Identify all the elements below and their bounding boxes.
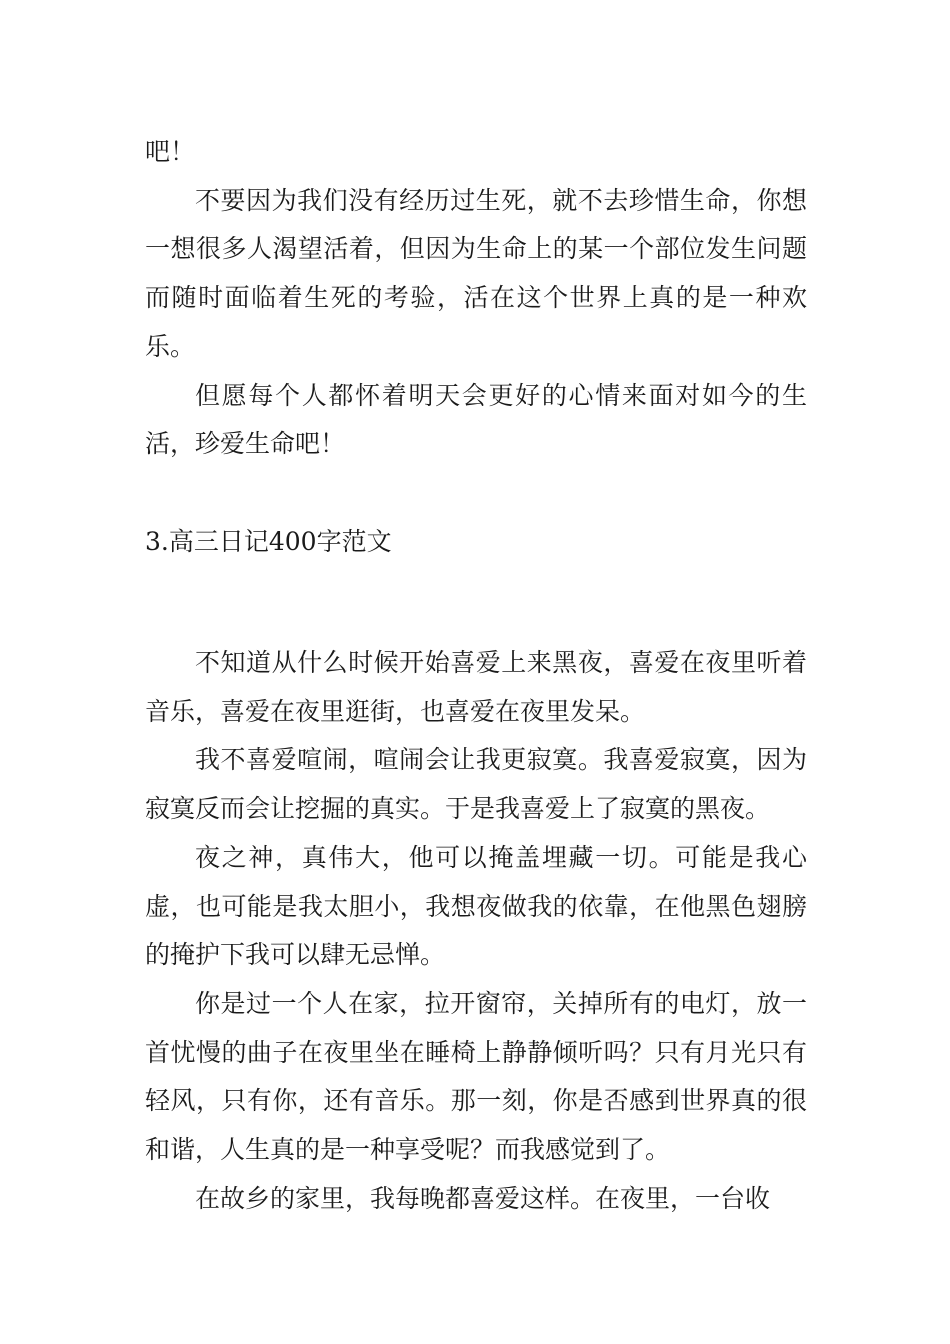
paragraph-cherish-life: 不要因为我们没有经历过生死，就不去珍惜生命，你想一想很多人渴望活着，但因为生命上的某一个部位发生问题而随时面临着生死的考验，活在这个世界上真的是一种欢乐。 — [145, 185, 807, 361]
section-heading: 3.高三日记400字范文 — [145, 526, 392, 556]
section-spacer — [145, 615, 807, 639]
paragraph-continuation: 吧！ — [145, 137, 196, 166]
paragraph-hometown: 在故乡的家里，我每晚都喜爱这样。在夜里，一台收 — [195, 1183, 771, 1213]
paragraph-better-tomorrow: 但愿每个人都怀着明天会更好的心情来面对如今的生活，珍爱生命吧！ — [145, 380, 807, 459]
paragraph-alone-at-home: 你是过一个人在家，拉开窗帘，关掉所有的电灯，放一首忧慢的曲子在夜里坐在睡椅上静静倾听吗？只有月光只有轻风，只有你，还有音乐。那一刻，你是否感到世界真的很和谐，人生真的是一种享受呢？而我感觉到了。 — [145, 988, 807, 1165]
paragraph-god-of-night: 夜之神，真伟大，他可以掩盖埋藏一切。可能是我心虚，也可能是我太胆小，我想夜做我的依靠，在他黑色翅膀的掩护下我可以肆无忌惮。 — [145, 842, 807, 970]
document-body — [145, 128, 807, 1223]
paragraph-loneliness: 我不喜爱喧闹，喧闹会让我更寂寞。我喜爱寂寞，因为寂寞反而会让挖掘的真实。于是我喜爱上了寂寞的黑夜。 — [145, 745, 807, 824]
paragraph-love-night: 不知道从什么时候开始喜爱上来黑夜，喜爱在夜里听着音乐，喜爱在夜里逛街，也喜爱在夜里发呆。 — [145, 648, 807, 726]
